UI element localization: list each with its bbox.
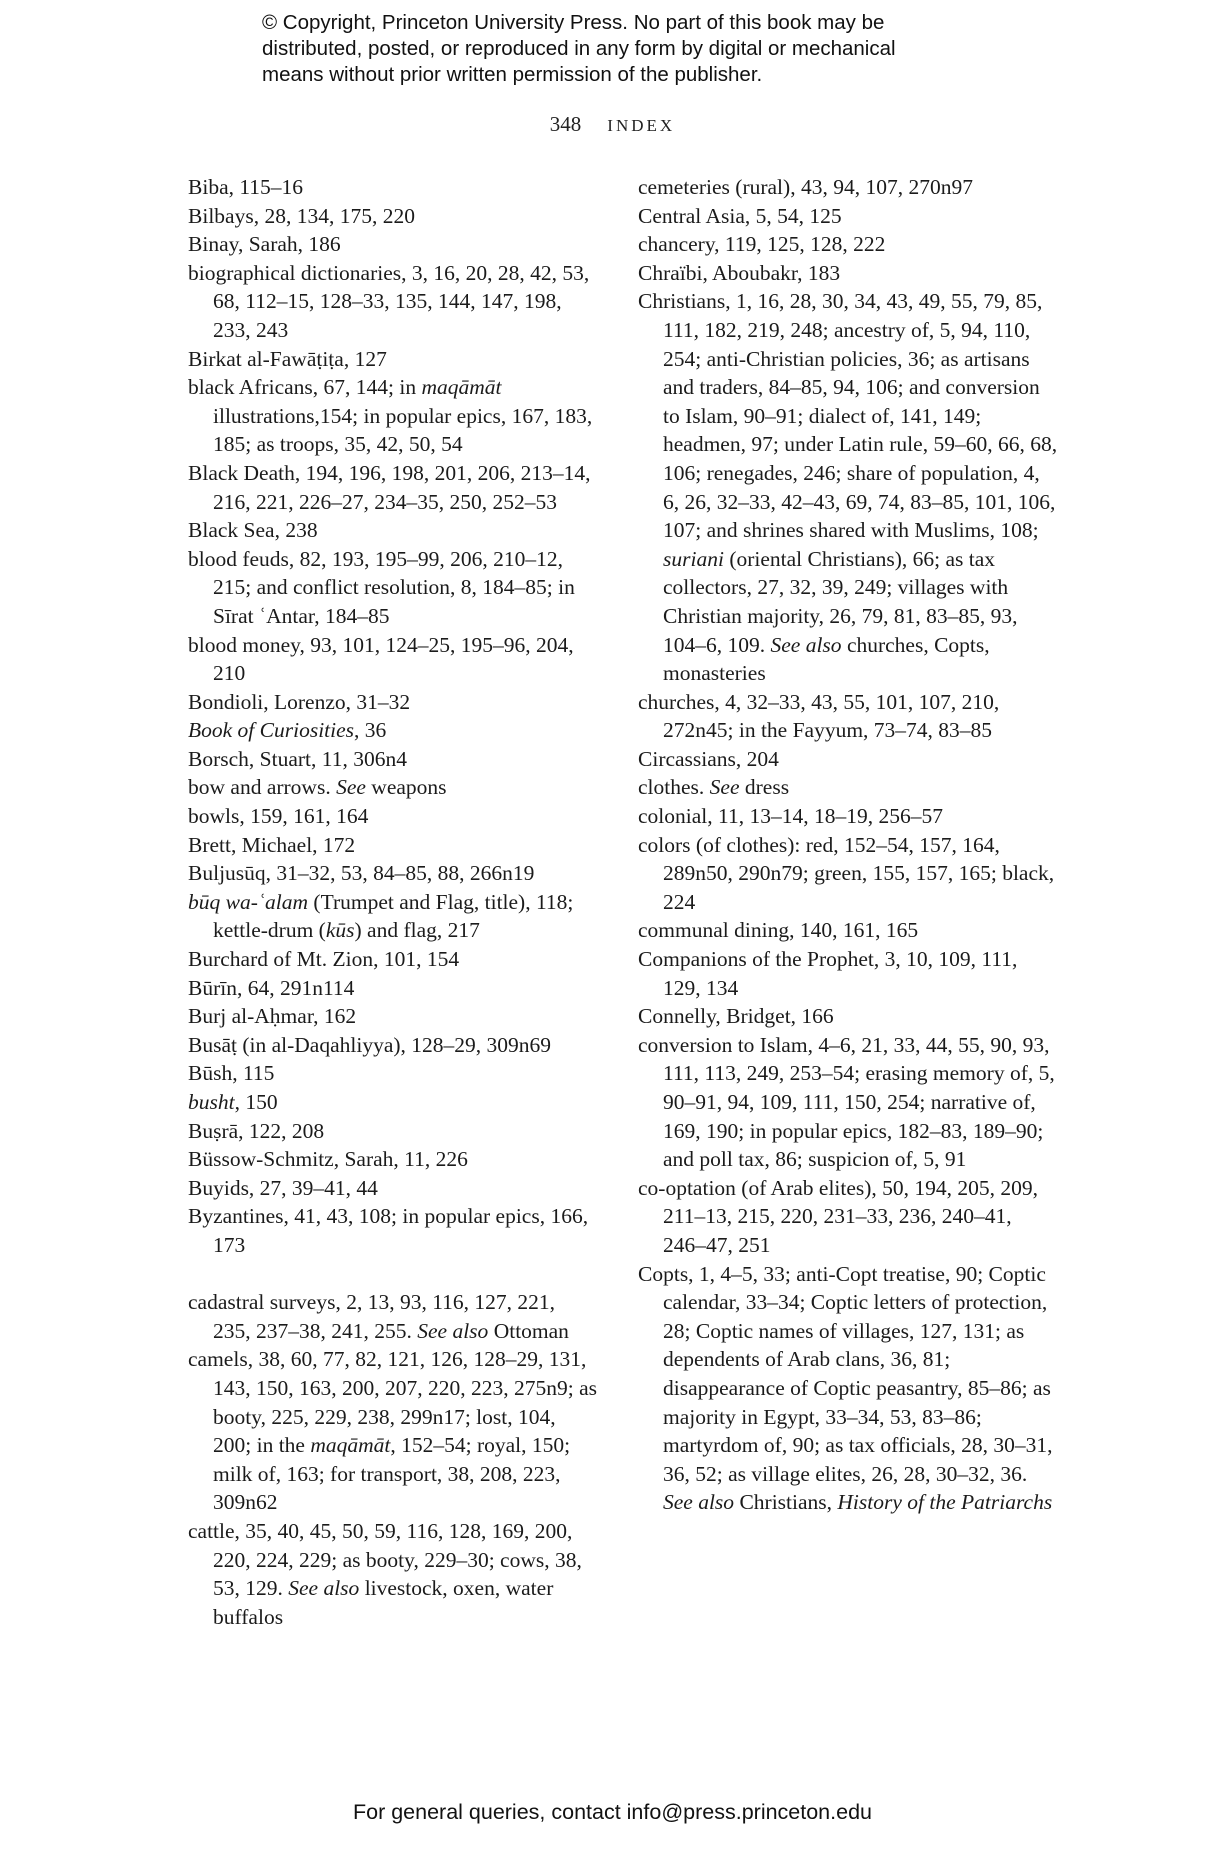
index-entry-text: , 150 xyxy=(234,1090,278,1114)
index-entry-italic-text: maqāmāt xyxy=(310,1433,391,1458)
index-entry-italic-text: būq wa-ʿalam xyxy=(188,889,309,914)
index-entry-italic-text: History of the Patriarchs xyxy=(837,1490,1053,1515)
index-entry-text: Central Asia, 5, 54, 125 xyxy=(638,203,842,228)
index-entry-text: churches, Copts, monasteries xyxy=(663,632,990,686)
copyright-notice xyxy=(262,10,1022,88)
index-entry-text: cattle, 35, 40, 45, 50, 59, 116, 128, 169, 200, 220, 224, 229; as booty, 229–30; cows, 38, 53, 129. xyxy=(188,1518,582,1601)
index-entry-text: Ottoman xyxy=(488,1318,569,1343)
index-entry xyxy=(188,631,598,688)
index-column-left xyxy=(188,173,598,1631)
index-entry xyxy=(638,831,1058,917)
index-entry-text: dress xyxy=(739,775,790,800)
index-entry xyxy=(188,1345,598,1517)
index-entry xyxy=(188,888,598,945)
index-entry-text: Borsch, Stuart, 11, 306n4 xyxy=(188,746,407,771)
copyright-line: means without prior written permission of the publisher. xyxy=(262,63,763,86)
index-entry-italic-text: kūs xyxy=(325,918,355,943)
index-entry xyxy=(638,802,1058,831)
index-entry-text: (Trumpet and Flag, title), 118; kettle-drum ( xyxy=(213,889,574,943)
index-entry-text: biographical dictionaries, 3, 16, 20, 28, 42, 53, 68, 112–15, 128–33, 135, 144, 147, 198, 233, 243 xyxy=(188,260,590,342)
index-entry xyxy=(638,773,1058,802)
index-entry-text: Buyids, 27, 39–41, 44 xyxy=(188,1175,378,1200)
index-entry xyxy=(638,173,1058,202)
running-header xyxy=(0,112,1225,137)
index-entry xyxy=(188,1088,598,1117)
index-entry-text: communal dining, 140, 161, 165 xyxy=(638,918,919,943)
index-entry xyxy=(638,916,1058,945)
index-entry xyxy=(638,688,1058,745)
index-entry xyxy=(188,259,598,345)
page-number: 348 xyxy=(549,112,582,136)
index-entry xyxy=(188,945,598,974)
index-entry-text: clothes. xyxy=(638,775,710,800)
index-entry xyxy=(188,773,598,802)
index-entry xyxy=(188,1031,598,1060)
index-entry-text: Buṣrā, 122, 208 xyxy=(188,1118,325,1143)
index-entry-italic-text: See also xyxy=(770,632,842,657)
index-entry-text: Busāṭ (in al-Daqahliyya), 128–29, 309n69 xyxy=(188,1032,552,1057)
index-column-right xyxy=(638,173,1058,1517)
index-entry-text: Black Sea, 238 xyxy=(188,518,318,543)
index-entry xyxy=(188,230,598,259)
index-entry xyxy=(188,373,598,459)
index-entry-italic-text: See xyxy=(709,775,740,800)
index-entry-text: Biba, 115–16 xyxy=(188,175,304,199)
index-entry xyxy=(188,173,598,202)
index-entry-text: Binay, Sarah, 186 xyxy=(188,232,341,257)
index-entry-italic-text: busht xyxy=(188,1090,235,1114)
copyright-line: © Copyright, Princeton University Press. No part of this book may be xyxy=(262,11,885,34)
index-entry-text: Būrīn, 64, 291n114 xyxy=(188,975,355,1000)
index-entry-text: blood feuds, 82, 193, 195–99, 206, 210–12, 215; and conflict resolution, 8, 184–85; in Sīrat ʿAntar, 184–85 xyxy=(188,546,575,628)
index-entry-italic-text: See xyxy=(336,775,366,800)
index-entry xyxy=(638,1031,1058,1174)
index-entry-text: Christians, xyxy=(734,1490,838,1515)
index-entry-text: Birkat al-Fawāṭiṭa, 127 xyxy=(188,346,387,371)
index-entry-text: blood money, 93, 101, 124–25, 195–96, 204, 210 xyxy=(188,632,574,686)
copyright-line: distributed, posted, or reproduced in any form by digital or mechanical xyxy=(262,37,896,60)
index-entry-text: black Africans, 67, 144; in xyxy=(188,375,422,400)
index-entry-text: , 152–54; royal, 150; milk of, 163; for transport, 38, 208, 223, 309n62 xyxy=(213,1433,571,1515)
index-entry xyxy=(638,1260,1058,1517)
index-entry-text: weapons xyxy=(365,775,447,800)
index-entry xyxy=(188,1202,598,1259)
index-entry xyxy=(638,1002,1058,1031)
index-entry xyxy=(638,745,1058,774)
index-entry xyxy=(638,259,1058,288)
index-entry xyxy=(638,1174,1058,1260)
index-entry-italic-text: Book of Curiosities xyxy=(188,718,355,743)
index-entry-text: Copts, 1, 4–5, 33; anti-Copt treatise, 90; Coptic calendar, 33–34; Coptic letters of protection, 28; Coptic names of villages, 127, 131; as dependents of Arab clans, 36, 81; disappearance of Coptic peasantry, 85–86; as majority in Egypt, 33–34, 53, 83–86; martyrdom of, 90; as tax officials, 28, 30–31, 36, 52; as village elites, 26, 28, 30–32, 36. xyxy=(638,1261,1053,1486)
index-entry xyxy=(188,545,598,631)
index-entry-text: Companions of the Prophet, 3, 10, 109, 111, 129, 134 xyxy=(638,947,1018,1000)
index-entry xyxy=(188,1059,598,1088)
index-entry-text: camels, 38, 60, 77, 82, 121, 126, 128–29, 131, 143, 150, 163, 200, 207, 220, 223, 275n9; as booty, 225, 229, 238, 299n17; lost, 104, 200; in the xyxy=(188,1347,598,1458)
index-entry-text: Circassians, 204 xyxy=(638,746,779,771)
index-entry-text: Burchard of Mt. Zion, 101, 154 xyxy=(188,947,460,972)
index-entry-text: Bilbays, 28, 134, 175, 220 xyxy=(188,203,415,228)
index-entry-text: bow and arrows. xyxy=(188,775,337,800)
index-entry xyxy=(188,1174,598,1203)
index-entry-text: co-optation (of Arab elites), 50, 194, 205, 209, 211–13, 215, 220, 231–33, 236, 240–41, 246–47, 251 xyxy=(638,1175,1039,1257)
footer-contact: For general queries, contact info@press.princeton.edu xyxy=(352,1800,872,1824)
index-entry xyxy=(638,230,1058,259)
index-entry-italic-text: suriani xyxy=(663,546,724,571)
index-entry xyxy=(188,345,598,374)
index-entry xyxy=(188,1145,598,1174)
index-entry-text: Būsh, 115 xyxy=(188,1061,275,1086)
index-entry xyxy=(188,974,598,1003)
index-entry-text: conversion to Islam, 4–6, 21, 33, 44, 55, 90, 93, 111, 113, 249, 253–54; erasing memory of, 5, 90–91, 94, 109, 111, 150, 254; narrative of, 169, 190; in popular epics, 182–83, 189–90; and poll tax, 86; suspicion of, 5, 91 xyxy=(638,1032,1055,1172)
index-entry-text: chancery, 119, 125, 128, 222 xyxy=(638,232,886,257)
index-entry xyxy=(638,945,1058,1002)
index-entry xyxy=(188,1288,598,1345)
index-entry-italic-text: maqāmāt xyxy=(421,375,502,400)
index-entry xyxy=(188,745,598,774)
index-entry-text: illustrations,154; in popular epics, 167, 183, 185; as troops, 35, 42, 50, 54 xyxy=(213,403,593,457)
index-entry xyxy=(188,802,598,831)
index-entry-text: colonial, 11, 13–14, 18–19, 256–57 xyxy=(638,804,943,829)
index-entry-text: Christians, 1, 16, 28, 30, 34, 43, 49, 55, 79, 85, 111, 182, 219, 248; ancestry of, 5, 94, 110, 254; anti-Christian policies, 36; as artisans and traders, 84–85, 94, 106; and conversion to Islam, 90–91; dialect of, 141, 149; headmen, 97; under Latin rule, 59–60, 66, 68, 106; renegades, 246; share of population, 4, 6, 26, 32–33, 42–43, 69, 74, 83–85, 101, 106, 107; and shrines shared with Muslims, 108; xyxy=(638,289,1058,543)
index-entry-text: livestock, oxen, water buffalos xyxy=(213,1576,554,1629)
section-gap xyxy=(188,1260,598,1289)
index-entry-text: Buljusūq, 31–32, 53, 84–85, 88, 266n19 xyxy=(188,861,535,886)
index-entry-text: Byzantines, 41, 43, 108; in popular epics, 166, 173 xyxy=(188,1204,589,1257)
index-entry xyxy=(188,516,598,545)
index-entry-text: Connelly, Bridget, 166 xyxy=(638,1004,834,1029)
index-entry-text: cemeteries (rural), 43, 94, 107, 270n97 xyxy=(638,175,973,199)
index-entry-text: churches, 4, 32–33, 43, 55, 101, 107, 210, 272n45; in the Fayyum, 73–74, 83–85 xyxy=(638,689,1000,743)
index-entry xyxy=(188,202,598,231)
index-entry-text: Bondioli, Lorenzo, 31–32 xyxy=(188,689,411,714)
index-entry-text: Chraïbi, Aboubakr, 183 xyxy=(638,260,841,285)
index-entry xyxy=(188,716,598,745)
index-entry-text: Black Death, 194, 196, 198, 201, 206, 213–14, 216, 221, 226–27, 234–35, 250, 252–53 xyxy=(188,460,591,514)
index-entry-text: Büssow-Schmitz, Sarah, 11, 226 xyxy=(188,1147,468,1172)
index-entry-text: Brett, Michael, 172 xyxy=(188,832,356,857)
index-entry xyxy=(638,202,1058,231)
index-entry-text: bowls, 159, 161, 164 xyxy=(188,804,369,829)
index-entry-text: colors (of clothes): red, 152–54, 157, 164, 289n50, 290n79; green, 155, 157, 165; black, 224 xyxy=(638,832,1055,914)
index-entry xyxy=(188,1517,598,1631)
index-entry xyxy=(188,1002,598,1031)
index-entry-italic-text: See also xyxy=(417,1318,489,1343)
index-entry-italic-text: See also xyxy=(288,1576,360,1601)
index-entry xyxy=(188,688,598,717)
index-entry-text: ) and flag, 217 xyxy=(354,918,480,943)
index-entry-text: Burj al-Aḥmar, 162 xyxy=(188,1004,357,1029)
index-entry-italic-text: See also xyxy=(663,1490,735,1515)
index-entry xyxy=(638,287,1058,687)
index-entry-text: (oriental Christians), 66; as tax collectors, 27, 32, 39, 249; villages with Christian majority, 26, 79, 81, 83–85, 93, 104–6, 109. xyxy=(663,546,1018,657)
index-entry xyxy=(188,1117,598,1146)
index-entry-text: , 36 xyxy=(354,718,387,743)
index-entry xyxy=(188,859,598,888)
running-head-title: INDEX xyxy=(607,116,676,135)
index-entry-text: cadastral surveys, 2, 13, 93, 116, 127, 221, 235, 237–38, 241, 255. xyxy=(188,1290,556,1343)
index-entry xyxy=(188,831,598,860)
index-entry xyxy=(188,459,598,516)
